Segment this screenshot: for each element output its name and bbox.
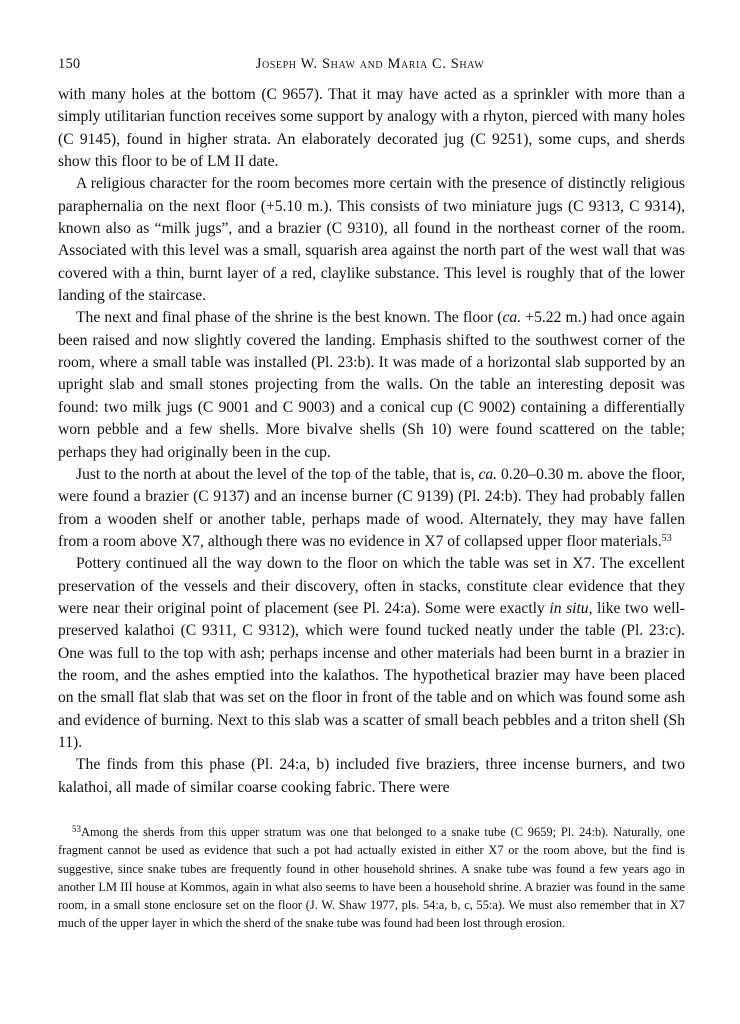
running-head: Joseph W. Shaw and Maria C. Shaw [255,56,485,72]
circa-abbrev: ca. [502,309,522,327]
footnote-number: 53 [72,824,81,834]
page-header [58,56,682,76]
paragraph-3-text-a: The next and final phase of the shrine is the best known. The floor ( [76,309,503,327]
paragraph-6: The finds from this phase (Pl. 24:a, b) included five braziers, three incense burners, and two kalathoi, all made of similar coarse cooking fabric. There were [58,756,685,796]
paragraph-4-text-a: Just to the north at about the level of the top of the table, that is, [76,465,479,483]
paragraph-3-text-b: +5.22 m.) had once again been raised and now slightly covered the landing. Emphasis shifted to the southwest corner of the room, where a small table was installed (Pl. 23:b). It was made of a horizontal slab supported by an upright slab and small stones projecting from the walls. On the table an interesting deposit was found: two milk jugs (C 9001 and C 9003) and a conical cup (C 9002) containing a differentially worn pebble and a few shells. More bivalve shells (Sh 10) were found scattered on the table; perhaps they had originally been in the cup. [58,309,685,461]
footnote-reference[interactable]: 53 [661,532,672,544]
paragraph-4 [58,464,685,553]
in-situ-term: in situ [549,599,589,617]
paragraph-3 [58,307,685,463]
paragraph-5-text-b: , like two well-preserved kalathoi (C 9311, C 9312), which were found tucked neatly under the table (Pl. 23:c). One was full to the top with ash; perhaps incense and other materials had been burnt in a brazier in the room, and the ashes emptied into the kalathos. The hypothetical brazier may have been placed on the small flat slab that was set on the floor in front of the table and on which was found some ash and evidence of burning. Next to this slab was a scatter of small beach pebbles and a triton shell (Sh 11). [58,599,685,751]
paragraph-1: with many holes at the bottom (C 9657). That it may have acted as a sprinkler with more than a simply utilitarian function receives some support by analogy with a rhyton, pierced with many holes (C 9145), found in higher strata. An elaborately decorated jug (C 9251), some cups, and sherds show this floor to be of LM II date. [58,86,685,171]
page-number: 150 [58,56,81,72]
footnote [58,823,685,933]
paragraph-5-text-a: Pottery continued all the way down to the floor on which the table was set in X7. The excellent preservation of the vessels and their discovery, often in stacks, constitute clear evidence that they were near their original point of placement (see Pl. 24:a). Some were exactly [58,555,685,617]
circa-abbrev: ca. [478,465,498,483]
footnote-text: Among the sherds from this upper stratum was one that belonged to a snake tube (C 9659; Pl. 24:b). Naturally, one fragment cannot be used as evidence that such a pot had actually existed in either X7 or the room above, but the find is suggestive, since snake tubes are frequently found in other household shrines. A snake tube was found a few years ago in another LM III house at Kommos, again in what also seems to have been a household shrine. A brazier was found in the same room, in a small stone enclosure set on the floor (J. W. Shaw 1977, pls. 54:a, b, c, 55:a). We must also remember that in X7 much of the upper layer in which the sherd of the snake tube was found had been lost through erosion. [58,825,685,931]
paragraph-4-text-b: 0.20–0.30 m. above the floor, were found a brazier (C 9137) and an incense burner (C 9139) (Pl. 24:b). They had probably fallen from a wooden shelf or another table, perhaps made of wood. Alternately, they may have fallen from a room above X7, although there was no evidence in X7 of collapsed upper floor materials. [58,465,685,550]
paragraph-2: A religious character for the room becomes more certain with the presence of distinctly religious paraphernalia on the next floor (+5.10 m.). This consists of two miniature jugs (C 9313, C 9314), known also as “milk jugs”, and a brazier (C 9310), all found in the northeast corner of the room. Associated with this level was a small, squarish area against the north part of the west wall that was covered with a thin, burnt layer of a red, claylike substance. This level is roughly that of the lower landing of the staircase. [58,175,685,305]
body-text [58,84,685,799]
paragraph-5 [58,553,685,754]
